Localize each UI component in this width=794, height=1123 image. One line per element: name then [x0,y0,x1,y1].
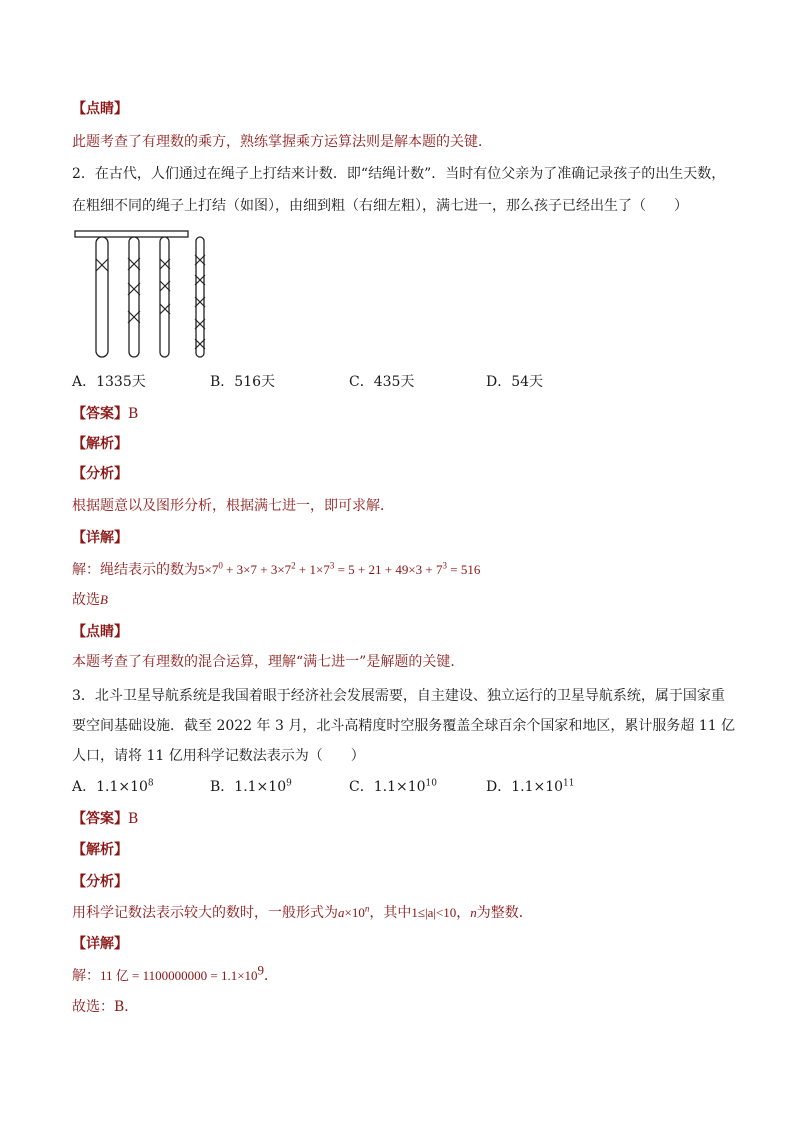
q3-stem-line1: 3．北斗卫星导航系统是我国着眼于经济社会发展需要，自主建设、独立运行的卫星导航系统，属于国家重 [72,688,725,704]
q2-detail [72,560,480,580]
q3-stem-line3: 人口，请将 11 亿用科学记数法表示为（ ） [72,748,365,764]
q3-option-b: B．$1.1\times 10^9$ [210,778,292,795]
q2-option-c: C．435天 [349,374,415,390]
q3-option-a: A．$1.1\times 10^8$ [72,778,154,795]
q2-option-d: D．54天 [486,374,544,390]
rope-3 [160,237,169,357]
q2-detail-math: $5\times 7^0 + 3\times 7 + 3\times 7^2 + 1\times 7^3 = 5 + 21 + 49\times 3 + 7^3 = 516$ [198,560,481,577]
q2-answer-tag: 【答案】 [72,406,128,422]
q2-option-b: B．516天 [210,374,276,390]
q2-fenxi-text: 根据题意以及图形分析，根据满七进一，即可求解． [72,498,394,514]
q2-guxuan: 故选B [72,592,108,608]
q2-jiexi-tag: 【解析】 [72,436,128,452]
q3-fenxi-text: 用科学记数法表示较大的数时，一般形式为$a\times 10^n$，其中1≤|a|<10，n为整数． [72,903,533,921]
q3-answer: B [128,811,139,827]
q3-detail: 解：11 亿 = $1100000000 = 1.1\times 10^9$． [72,962,279,984]
q3-answer-line [72,809,138,829]
rope-4 [196,237,204,357]
rope-2 [129,237,139,357]
q3-jiexi-tag: 【解析】 [72,842,128,858]
q3-option-c: C．$1.1\times 10^{10}$ [349,778,437,795]
q3-guxuan: 故选：B． [72,999,139,1015]
q3-fenxi-tag: 【分析】 [72,874,128,890]
q2-answer: B [128,406,139,422]
q3-xiangjie-tag: 【详解】 [72,936,128,952]
q3-option-d: D．$1.1\times 10^{11}$ [486,778,575,795]
q2-fenxi-tag: 【分析】 [72,466,128,482]
q2-stem-line1: 2．在古代，人们通过在绳子上打结来计数．即“结绳计数”．当时有位父亲为了准确记录孩子的出生天数， [72,166,726,182]
q2-stem-line2: 在粗细不同的绳子上打结（如图），由细到粗（右细左粗），满七进一，那么孩子已经出生了（ ） [72,198,688,214]
q3-stem-line2: 要空间基础设施．截至 2022 年 3 月，北斗高精度时空服务覆盖全球百余个国家和地区，累计服务超 11 亿 [72,718,736,734]
q2-detail-prefix: 解：绳结表示的数为 [72,562,198,578]
q2-answer-line [72,404,138,424]
rope-1 [96,237,108,357]
q2-option-a: A．1335天 [72,374,146,390]
knot-rope-figure [74,230,224,364]
q2-dianjing-text: 本题考查了有理数的混合运算，理解“满七进一”是解题的关键． [72,654,465,670]
q3-answer-tag: 【答案】 [72,811,128,827]
q1-dianjing-tag: 【点睛】 [72,101,128,117]
q2-dianjing-tag: 【点睛】 [72,624,128,640]
q2-xiangjie-tag: 【详解】 [72,530,128,546]
q1-dianjing-text: 此题考查了有理数的乘方，熟练掌握乘方运算法则是解本题的关键． [72,134,492,150]
